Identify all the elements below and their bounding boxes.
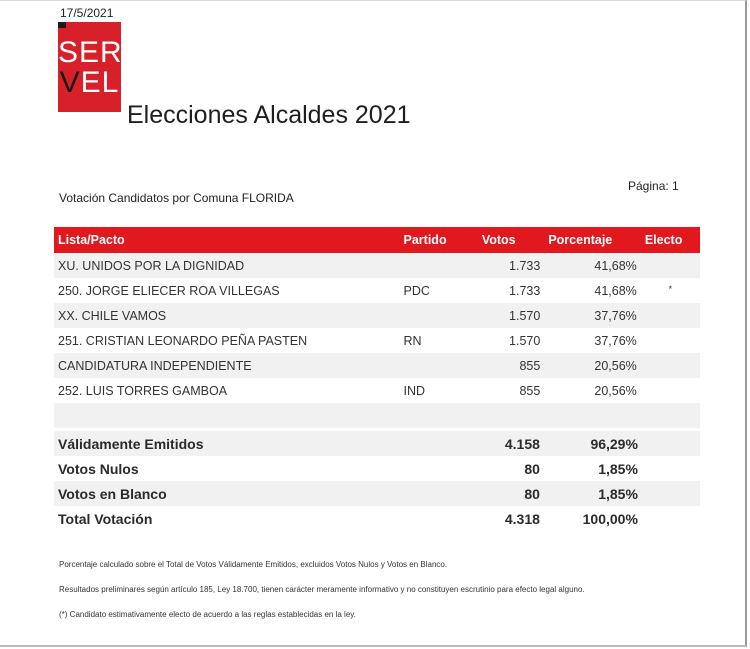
footnote-preliminary: Resultados preliminares según artículo 185, Ley 18.700, tienen carácter meramente informativo y no constituyen escrutinio para efecto legal alguno. bbox=[59, 585, 585, 594]
totals-votos: 4.318 bbox=[504, 510, 540, 527]
table-row bbox=[54, 353, 700, 378]
footnote-elected: (*) Candidato estimativamente electo de acuerdo a las reglas establecidas en la ley. bbox=[59, 610, 356, 619]
cell-porcentaje: 20,56% bbox=[544, 353, 640, 378]
totals-empty bbox=[646, 431, 700, 456]
spacer-cell bbox=[54, 403, 700, 428]
cell-electo bbox=[641, 278, 700, 303]
logo-mark bbox=[58, 22, 66, 28]
table-row bbox=[54, 253, 700, 278]
totals-porcentaje: 1,85% bbox=[548, 481, 646, 506]
totals-empty bbox=[646, 506, 700, 531]
cell-votos: 1.570 bbox=[478, 303, 544, 328]
cell-votos: 855 bbox=[519, 383, 541, 398]
header-electo: Electo bbox=[641, 227, 700, 253]
cell-partido: RN bbox=[403, 333, 422, 348]
header-partido: Partido bbox=[400, 227, 478, 253]
totals-label: Votos en Blanco bbox=[54, 481, 461, 506]
cell-partido: IND bbox=[403, 383, 426, 398]
totals-table bbox=[54, 431, 700, 531]
header-votos: Votos bbox=[478, 227, 544, 253]
logo-text-line2 bbox=[58, 68, 121, 98]
cell-partido: PDC bbox=[403, 283, 430, 298]
spacer-row bbox=[54, 403, 700, 428]
cell-porcentaje: 37,76% bbox=[544, 303, 640, 328]
header-porcentaje: Porcentaje bbox=[544, 227, 640, 253]
totals-empty bbox=[646, 481, 700, 506]
cell-partido bbox=[400, 253, 478, 278]
logo-text-line1: SER bbox=[58, 36, 123, 69]
totals-votos: 80 bbox=[524, 460, 540, 477]
cell-lista: 251. CRISTIAN LEONARDO PEÑA PASTEN bbox=[58, 333, 308, 348]
logo-letter-v: V bbox=[59, 66, 81, 99]
report-date: 17/5/2021 bbox=[60, 6, 114, 20]
totals-row bbox=[54, 481, 700, 506]
cell-porcentaje: 41,68% bbox=[544, 253, 640, 278]
cell-porcentaje: 20,56% bbox=[594, 383, 637, 398]
page-title: Elecciones Alcaldes 2021 bbox=[127, 101, 411, 129]
page-subtitle: Votación Candidatos por Comuna FLORIDA bbox=[59, 191, 294, 205]
cell-partido bbox=[400, 303, 478, 328]
cell-votos: 855 bbox=[478, 353, 544, 378]
cell-partido bbox=[400, 353, 478, 378]
cell-electo bbox=[641, 253, 700, 278]
cell-electo bbox=[641, 328, 700, 353]
table-row bbox=[54, 328, 700, 353]
totals-row bbox=[54, 456, 700, 481]
cell-electo bbox=[641, 378, 700, 403]
cell-porcentaje: 41,68% bbox=[594, 283, 637, 298]
table-row bbox=[54, 278, 700, 303]
totals-votos: 80 bbox=[461, 481, 548, 506]
footnote-percentage: Porcentaje calculado sobre el Total de Votos Válidamente Emitidos, excluidos Votos Nulos y Votos en Blanco. bbox=[59, 560, 448, 569]
totals-row bbox=[54, 506, 700, 531]
table-row bbox=[54, 303, 700, 328]
elected-marker: * bbox=[668, 283, 673, 294]
cell-lista: CANDIDATURA INDEPENDIENTE bbox=[54, 353, 400, 378]
cell-lista: XU. UNIDOS POR LA DIGNIDAD bbox=[54, 253, 400, 278]
cell-lista: 252. LUIS TORRES GAMBOA bbox=[58, 383, 228, 398]
cell-electo bbox=[641, 353, 700, 378]
page-number: Página: 1 bbox=[628, 179, 679, 193]
results-table bbox=[54, 227, 700, 428]
header-lista: Lista/Pacto bbox=[54, 227, 400, 253]
totals-porcentaje: 100,00% bbox=[582, 510, 638, 527]
totals-label: Total Votación bbox=[58, 510, 153, 527]
logo-letters-el: EL bbox=[80, 66, 120, 99]
totals-row bbox=[54, 431, 700, 456]
cell-lista: XX. CHILE VAMOS bbox=[54, 303, 400, 328]
totals-porcentaje: 96,29% bbox=[548, 431, 646, 456]
cell-electo bbox=[641, 303, 700, 328]
cell-votos: 1.733 bbox=[509, 283, 541, 298]
cell-lista: 250. JORGE ELIECER ROA VILLEGAS bbox=[58, 283, 280, 298]
cell-porcentaje: 37,76% bbox=[594, 333, 637, 348]
footnotes bbox=[59, 560, 699, 635]
table-header-row bbox=[54, 227, 700, 253]
servel-logo bbox=[58, 22, 121, 112]
table-row bbox=[54, 378, 700, 403]
totals-votos: 4.158 bbox=[461, 431, 548, 456]
totals-label: Votos Nulos bbox=[58, 460, 139, 477]
totals-empty bbox=[646, 456, 700, 481]
totals-label: Válidamente Emitidos bbox=[54, 431, 461, 456]
cell-votos: 1.733 bbox=[478, 253, 544, 278]
totals-porcentaje: 1,85% bbox=[598, 460, 638, 477]
cell-votos: 1.570 bbox=[509, 333, 541, 348]
